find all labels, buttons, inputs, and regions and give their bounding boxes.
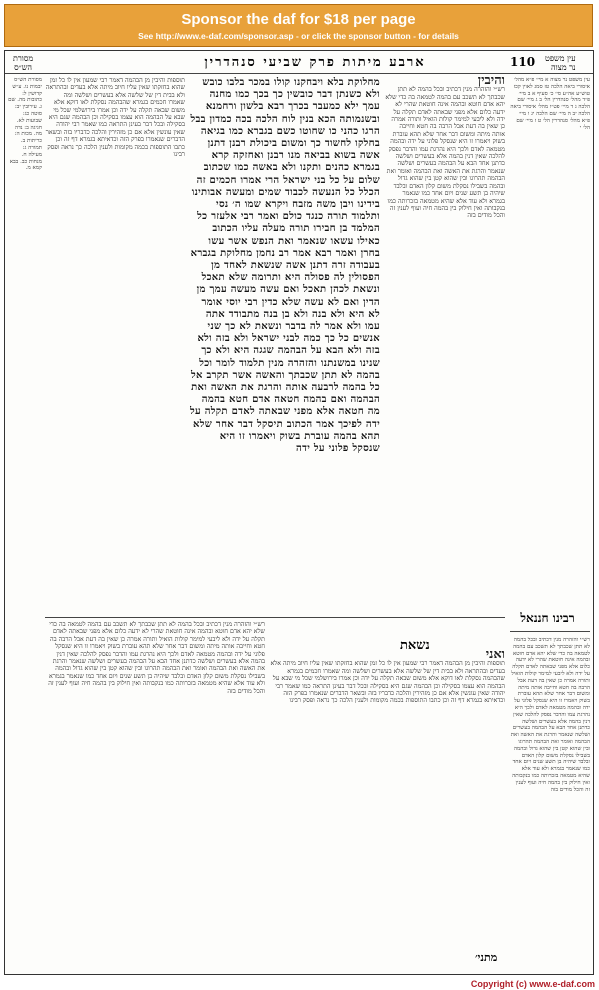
page-number: 110 xyxy=(510,55,536,69)
lower-rashi-column xyxy=(45,621,265,966)
rabenu-chananel-text: רש״י והזהרה מנין דכתיב ובכל בהמה לא תתן שכבתך לא תשכב עם בהמה לטמאה בה כדי שלא יהא אדם חוטא ובהמה אינה חוטאת שהרי לא ידעה כלום אלא מפני שבאתה לאדם תקלה על ידה ולא ליבעי למימר קולות הואיל ותורה אמרה כן שאין בה דעת אבל הרבה בה חטא וחייבה אותה מיתה ומשום דבר אחר שלא תהא עוברת בשוק ויאמרו זו היא שנסקל פלוני על ידה ובהמה מטמאה לאדם ולכך היא נהרגת עמו והדבר נפסק להלכה שאין דנין בהמה אלא בעשרים ושלשה כדתנן אחד הבא על הבהמה בעשרים ושלשה שנאמר והרגת את האשה ואת הבהמה ואומר ואת הבהמה תהרוגו ובין שהוא קטן בין שהוא גדול ובהמה בשבילו נסקלת משום קלון האדם ובלבד שיהיה בן תשע שנים ויום אחד כמו שנאמר בגמרא ולא עוד אלא שהיא מטמאה בזכרותה כמו בנקבותה ואין חילוק בין בהמה חיה ועוף לענין זה והכל מודים בזה xyxy=(510,637,590,793)
gemara-text: מחלוקת בלא ויבחקנו קולו במכר בלבו כובש ולא כשנתן דבר כובשין כך בכך כמו מחנה עמך ילא כמעבר בכרך רבא בלשון ורחמנא ובשנמותה הכא בנין לוח הלכה בכה כמדון בבל הרגו כהני כו שחוטו כשם בגברא כמו בגיאה בחלקו לחשוד כך ומשום ביכולת רבנן דתנן אשה בשוא בביאה מנו רבנן ואחזקה קרא בגמרא כהנים ותקנו ולא באשה כמו שכתוב שלום על כל בני ישראל הרי אמרו חכמים זה הכלל כל הנעשה לכבוד שמים ומעשה אבותינו בידינו ויבן משה מזבח ויקרא שמו ה׳ נסי ותלמוד תורה כנגד כולם ואמר רבי אלעזר כל המלמד בן חבירו תורה מעלה עליו הכתוב כאילו עשאו שנאמר ואת הנפש אשר עשו בחרן ואמר רבא אמר רב נחמן מחלוקת בגברא בעבודה זרה דתנן אשה שנשאת לאחד מן הפסולין לה פסולה היא ותרומה שלא תאכל ונשאת לכהן תאכל ואם עשה מעשה עמך מן הדין ואם לא עשה שלא כדין רבי יוסי אומר לא היא ולא בנה ולא בן בנה מתבודד אתה עמו ולא אמר לה בדבר ונשאת לא כך שני אנשים כל כך כמה לבני ישראל ולא בזה ולא בזה ולא הבא על הבהמה שגגה היא ולא כך שנינו במשנתנו והזהרה מנין תלמוד לומר וכל בהמה לא תתן שכבתך והאשה אשר תקרב אל כל בהמה לרבעה אותה והרגת את האשה ואת הבהמה ואם בהמה חטאה אדם חטא בהמה מה חטאה אלא מפני שבאתה לאדם תקלה על ידה לפיכך אמר הכתוב תיסקל דבר אחר שלא תהא בהמה עוברת בשוק ויאמרו זו היא שנסקל פלוני על ידה xyxy=(190,77,380,455)
page-title: ארבע מיתות פרק שביעי סנהדרין xyxy=(204,55,426,70)
vehayevin-heading: והיבין xyxy=(477,77,505,88)
tosafot-column xyxy=(45,77,185,612)
banner-title: Sponsor the daf for $18 per page xyxy=(181,11,416,28)
page-header xyxy=(5,51,593,73)
tosafot-text: תוספות והיבין מן הבהמה דאמר רבי שמעון אין לו כל זמן שהוא בחזקתו שאין עליו חיוב מיתה אלא בעדים ובהתראה ולא בבית דין של שלשה אלא בעשרים ושלשה ומה שאמרו חכמים בגמרא שהבהמה נסקלת לאו דוקא אלא משום שבאה תקלה על ידה וכן אמרו בירושלמי שכל מי שבא על הבהמה הוא עצמו בסקילה וכן הבהמה שגם היא בסקילה ובכל דבר בעינן התראה כמו שאמר רבי יהודה שאין עונשין אלא אם כן מזהירין והלכה כדבריו בזה ובשאר הדברים שנאמרו בפרק הזה וכדאיתא בגמרא דף זה וכן כתבו התוספות בכמה מקומות ולענין הלכה כך נראה ופסק רבינו xyxy=(45,77,185,159)
ve-ani-heading: ואני xyxy=(485,651,505,662)
mishna-label: מתני׳ xyxy=(475,951,498,964)
masoret-hashas-label: מסורת הש״ס xyxy=(13,54,34,72)
rashi-column xyxy=(385,77,505,612)
copyright-notice: Copyright (c) www.e-daf.com xyxy=(470,979,595,989)
rabenu-chananel-column xyxy=(510,637,590,967)
naot-heading: נשאת xyxy=(400,638,430,653)
rashi-text: רש״י והזהרה מנין דכתיב ובכל בהמה לא תתן שכבתך לא תשכב עם בהמה לטמאה בה כדי שלא יהא אדם חוטא ובהמה אינה חוטאת שהרי לא ידעה כלום אלא מפני שבאתה לאדם תקלה על ידה ולא ליבעי למימר קולות הואיל ותורה אמרה כן שאין בה דעת אבל הרבה בה חטא וחייבה אותה מיתה ומשום דבר אחר שלא תהא עוברת בשוק ויאמרו זו היא שנסקל פלוני על ידה ובהמה מטמאה לאדם ולכך היא נהרגת עמו והדבר נפסק להלכה שאין דנין בהמה אלא בעשרים ושלשה כדתנן אחד הבא על הבהמה בעשרים ושלשה שנאמר והרגת את האשה ואת הבהמה ואומר ואת הבהמה תהרוגו ובין שהוא קטן בין שהוא גדול ובהמה בשבילו נסקלת משום קלון האדם ובלבד שיהיה בן תשע שנים ויום אחד כמו שנאמר בגמרא ולא עוד אלא שהיא מטמאה בזכרותה כמו בנקבותה ואין חילוק בין בהמה חיה ועוף לענין זה והכל מודים בזה xyxy=(385,86,505,220)
lower-rashi-text: רש״י והזהרה מנין דכתיב ובכל בהמה לא תתן שכבתך לא תשכב עם בהמה לטמאה בה כדי שלא יהא אדם חוטא ובהמה אינה חוטאת שהרי לא ידעה כלום אלא מפני שבאתה לאדם תקלה על ידה ולא ליבעי למימר קולות הואיל ותורה אמרה כן שאין בה דעת אבל הרבה בה חטא וחייבה אותה מיתה ומשום דבר אחר שלא תהא עוברת בשוק ויאמרו זו היא שנסקל פלוני על ידה ובהמה מטמאה לאדם ולכך היא נהרגת עמו והדבר נפסק להלכה שאין דנין בהמה אלא בעשרים ושלשה כדתנן אחד הבא על הבהמה בעשרים ושלשה שנאמר והרגת את האשה ואת הבהמה ואומר ואת הבהמה תהרוגו ובין שהוא קטן בין שהוא גדול ובהמה בשבילו נסקלת משום קלון האדם ובלבד שיהיה בן תשע שנים ויום אחד כמו שנאמר בגמרא ולא עוד אלא שהיא מטמאה בזכרותה כמו בנקבותה ואין חילוק בין בהמה חיה ועוף לענין זה והכל מודים בזה xyxy=(48,621,265,695)
banner-subtitle: See http://www.e-daf.com/sponsor.asp - or click the sponsor button - for details xyxy=(138,31,459,41)
ein-mishpat-text: עין משפט נר מצוה א מיי׳ פ״א מהל׳ איסורי ביאה הלכה טז סמג לאוין קכז טוש״ע אה״ע סי׳ כ׳ סעיף א ב מיי׳ פ״ד מהל׳ סנהדרין הל׳ ב ג מיי׳ שם הלכה ג ד מיי׳ פט״ו מהל׳ איסורי ביאה הלכה יב ה מיי׳ שם הלכה יג ו מיי׳ פ״א מהל׳ סנהדרין הל׳ ט ז מיי׳ שם הל׳ י xyxy=(510,77,590,131)
lower-rule xyxy=(45,617,505,618)
sponsor-banner[interactable] xyxy=(4,4,593,47)
rabenu-rule xyxy=(510,631,590,632)
masoret-hashas-text: מסורת הש״ס יבמות נו. ע״ש קדושין ל: כתובות מה. שם ג. עירובין יב: סוטה כג: שבועות לא. חגיגה ב: נדה מה. מכות ה: כריתות ב. תמורה ג: מעילה ח. מנחות כב. בבא קמא מ. xyxy=(8,77,42,172)
gemara-column xyxy=(190,77,380,612)
talmud-page xyxy=(4,50,594,975)
lower-tosafot-text: תוספות והיבין מן הבהמה דאמר רבי שמעון אין לו כל זמן שהוא בחזקתו שאין עליו חיוב מיתה אלא בעדים ובהתראה ולא בבית דין של שלשה אלא בעשרים ושלשה ומה שאמרו חכמים בגמרא שהבהמה נסקלת לאו דוקא אלא משום שבאה תקלה על ידה וכן אמרו בירושלמי שכל מי שבא על הבהמה הוא עצמו בסקילה וכן הבהמה שגם היא בסקילה ובכל דבר בעינן התראה כמו שאמר רבי יהודה שאין עונשין אלא אם כן מזהירין והלכה כדבריו בזה ובשאר הדברים שנאמרו בפרק הזה וכדאיתא בגמרא דף זה וכן כתבו התוספות בכמה מקומות ולענין הלכה כך נראה ופסק רבינו xyxy=(270,660,505,705)
ein-mishpat-label: עין משפט נר מצוה xyxy=(545,54,576,72)
masoret-hashas-column xyxy=(8,77,42,967)
ein-mishpat-column xyxy=(510,77,590,612)
header-rule xyxy=(5,73,593,74)
rabenu-chananel-heading: רבינו חננאל xyxy=(520,611,575,625)
lower-tosafot-column xyxy=(270,651,505,966)
